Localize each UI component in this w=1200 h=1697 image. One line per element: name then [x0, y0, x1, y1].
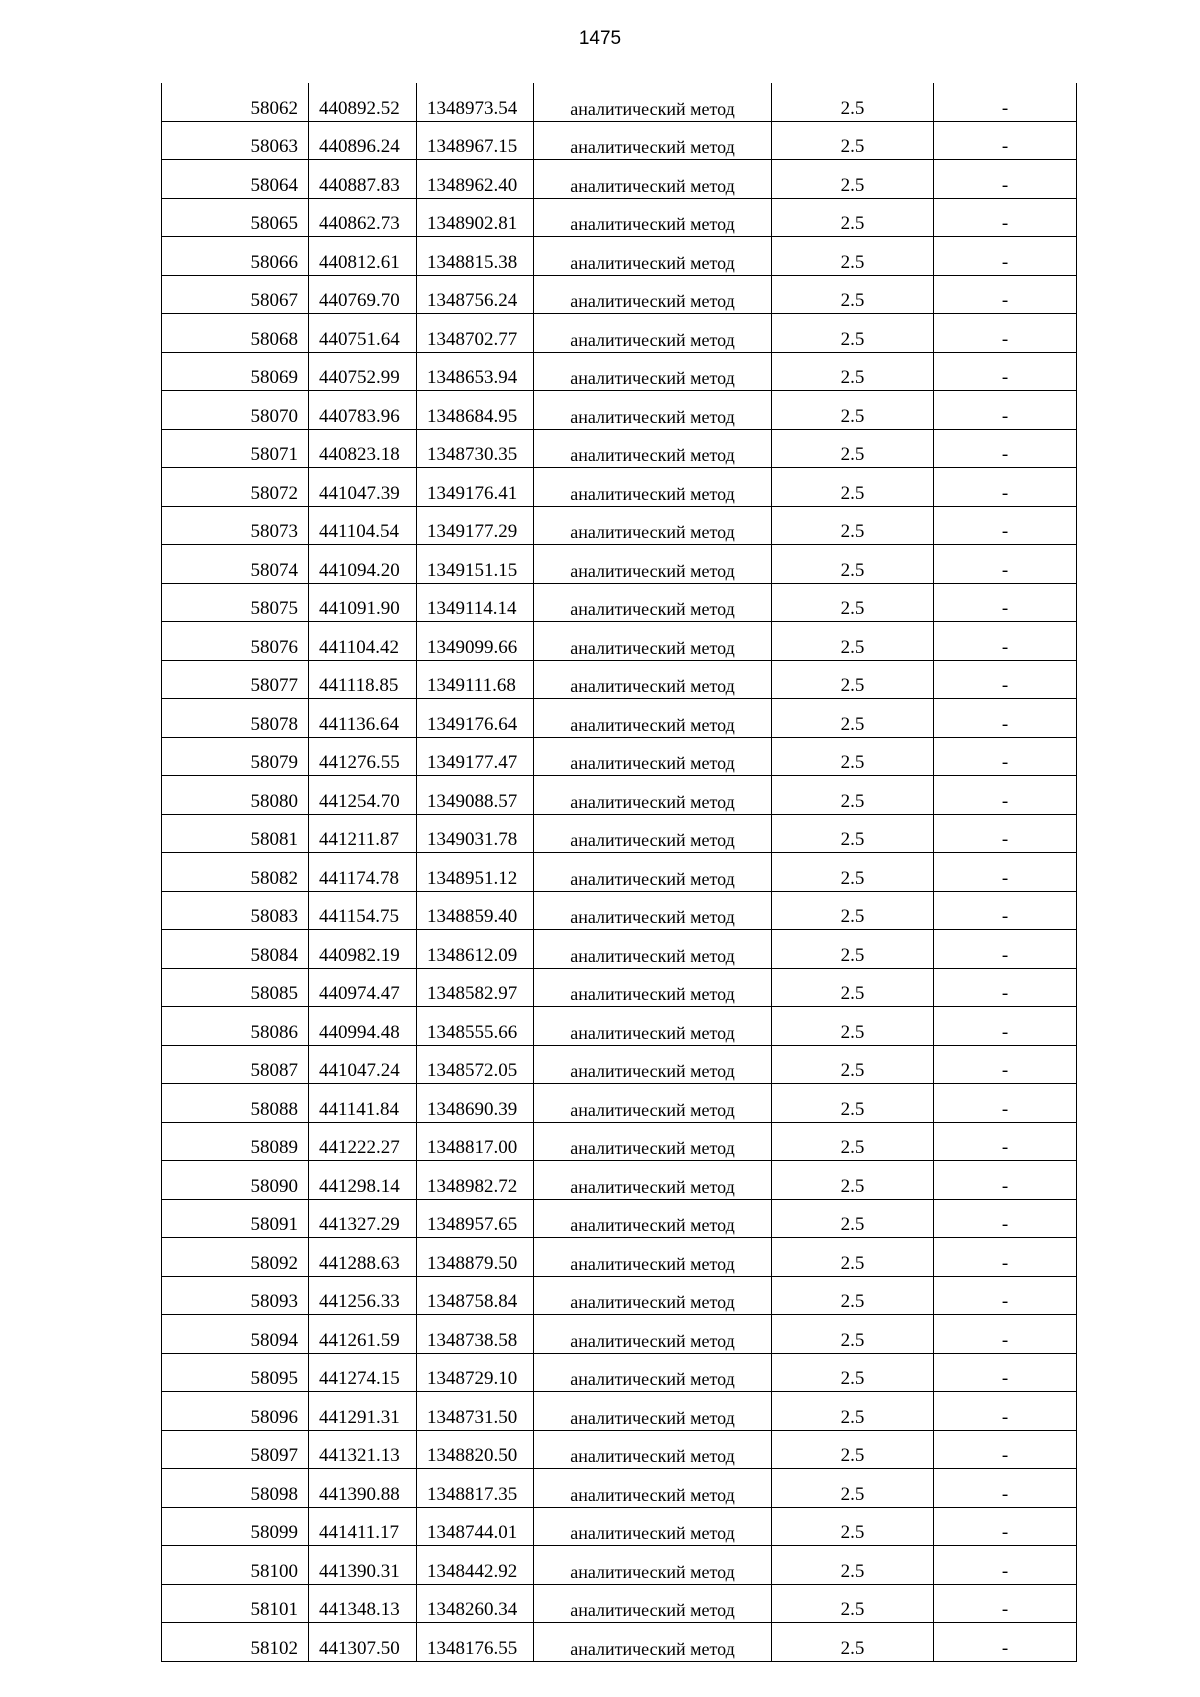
point-number-cell: 58070	[162, 391, 309, 430]
method-cell: аналитический метод	[534, 583, 772, 622]
point-number-cell: 58090	[162, 1161, 309, 1200]
note-cell: -	[934, 1584, 1077, 1623]
note-cell: -	[934, 545, 1077, 584]
accuracy-cell: 2.5	[772, 314, 934, 353]
table-row	[162, 891, 1077, 930]
method-cell: аналитический метод	[534, 814, 772, 853]
x-coordinate-cell: 441254.70	[309, 776, 417, 815]
point-number-cell: 58098	[162, 1469, 309, 1508]
table-row	[162, 314, 1077, 353]
x-coordinate-cell: 441288.63	[309, 1238, 417, 1277]
method-cell: аналитический метод	[534, 622, 772, 661]
table-row	[162, 622, 1077, 661]
x-coordinate-cell: 440887.83	[309, 160, 417, 199]
x-coordinate-cell: 440862.73	[309, 198, 417, 237]
method-cell: аналитический метод	[534, 1045, 772, 1084]
accuracy-cell: 2.5	[772, 1199, 934, 1238]
y-coordinate-cell: 1348729.10	[417, 1353, 534, 1392]
note-cell: -	[934, 1392, 1077, 1431]
y-coordinate-cell: 1348817.35	[417, 1469, 534, 1508]
y-coordinate-cell: 1348962.40	[417, 160, 534, 199]
note-cell: -	[934, 853, 1077, 892]
point-number-cell: 58066	[162, 237, 309, 276]
table-row	[162, 1161, 1077, 1200]
accuracy-cell: 2.5	[772, 1469, 934, 1508]
note-cell: -	[934, 160, 1077, 199]
point-number-cell: 58069	[162, 352, 309, 391]
y-coordinate-cell: 1348572.05	[417, 1045, 534, 1084]
method-cell: аналитический метод	[534, 737, 772, 776]
point-number-cell: 58072	[162, 468, 309, 507]
method-cell: аналитический метод	[534, 545, 772, 584]
accuracy-cell: 2.5	[772, 622, 934, 661]
x-coordinate-cell: 441348.13	[309, 1584, 417, 1623]
x-coordinate-cell: 440892.52	[309, 83, 417, 121]
point-number-cell: 58080	[162, 776, 309, 815]
method-cell: аналитический метод	[534, 275, 772, 314]
x-coordinate-cell: 440982.19	[309, 930, 417, 969]
x-coordinate-cell: 440752.99	[309, 352, 417, 391]
note-cell: -	[934, 121, 1077, 160]
x-coordinate-cell: 440769.70	[309, 275, 417, 314]
x-coordinate-cell: 441411.17	[309, 1507, 417, 1546]
x-coordinate-cell: 441291.31	[309, 1392, 417, 1431]
note-cell: -	[934, 391, 1077, 430]
point-number-cell: 58077	[162, 660, 309, 699]
note-cell: -	[934, 83, 1077, 121]
y-coordinate-cell: 1349031.78	[417, 814, 534, 853]
table-row	[162, 275, 1077, 314]
accuracy-cell: 2.5	[772, 1084, 934, 1123]
x-coordinate-cell: 441211.87	[309, 814, 417, 853]
y-coordinate-cell: 1349176.41	[417, 468, 534, 507]
method-cell: аналитический метод	[534, 930, 772, 969]
y-coordinate-cell: 1348690.39	[417, 1084, 534, 1123]
y-coordinate-cell: 1348902.81	[417, 198, 534, 237]
table-row	[162, 1546, 1077, 1585]
note-cell: -	[934, 1199, 1077, 1238]
y-coordinate-cell: 1348582.97	[417, 968, 534, 1007]
note-cell: -	[934, 891, 1077, 930]
table-row	[162, 237, 1077, 276]
point-number-cell: 58083	[162, 891, 309, 930]
point-number-cell: 58068	[162, 314, 309, 353]
point-number-cell: 58081	[162, 814, 309, 853]
accuracy-cell: 2.5	[772, 352, 934, 391]
x-coordinate-cell: 440783.96	[309, 391, 417, 430]
y-coordinate-cell: 1348967.15	[417, 121, 534, 160]
x-coordinate-cell: 440896.24	[309, 121, 417, 160]
note-cell: -	[934, 968, 1077, 1007]
point-number-cell: 58063	[162, 121, 309, 160]
table-row	[162, 660, 1077, 699]
y-coordinate-cell: 1348176.55	[417, 1623, 534, 1662]
accuracy-cell: 2.5	[772, 506, 934, 545]
y-coordinate-cell: 1348555.66	[417, 1007, 534, 1046]
table-row	[162, 1469, 1077, 1508]
table-row	[162, 352, 1077, 391]
point-number-cell: 58093	[162, 1276, 309, 1315]
table-row	[162, 83, 1077, 121]
accuracy-cell: 2.5	[772, 853, 934, 892]
method-cell: аналитический метод	[534, 1315, 772, 1354]
point-number-cell: 58102	[162, 1623, 309, 1662]
method-cell: аналитический метод	[534, 1084, 772, 1123]
y-coordinate-cell: 1348815.38	[417, 237, 534, 276]
accuracy-cell: 2.5	[772, 930, 934, 969]
x-coordinate-cell: 441047.39	[309, 468, 417, 507]
table-row	[162, 814, 1077, 853]
method-cell: аналитический метод	[534, 506, 772, 545]
table-row	[162, 1084, 1077, 1123]
note-cell: -	[934, 699, 1077, 738]
accuracy-cell: 2.5	[772, 1007, 934, 1046]
method-cell: аналитический метод	[534, 237, 772, 276]
method-cell: аналитический метод	[534, 1507, 772, 1546]
point-number-cell: 58097	[162, 1430, 309, 1469]
x-coordinate-cell: 441047.24	[309, 1045, 417, 1084]
table-row	[162, 968, 1077, 1007]
point-number-cell: 58071	[162, 429, 309, 468]
note-cell: -	[934, 1430, 1077, 1469]
accuracy-cell: 2.5	[772, 660, 934, 699]
note-cell: -	[934, 1623, 1077, 1662]
point-number-cell: 58094	[162, 1315, 309, 1354]
note-cell: -	[934, 1238, 1077, 1277]
table-row	[162, 583, 1077, 622]
point-number-cell: 58101	[162, 1584, 309, 1623]
table-row	[162, 198, 1077, 237]
note-cell: -	[934, 314, 1077, 353]
y-coordinate-cell: 1349177.29	[417, 506, 534, 545]
accuracy-cell: 2.5	[772, 1161, 934, 1200]
table-row	[162, 545, 1077, 584]
point-number-cell: 58079	[162, 737, 309, 776]
point-number-cell: 58096	[162, 1392, 309, 1431]
x-coordinate-cell: 440823.18	[309, 429, 417, 468]
accuracy-cell: 2.5	[772, 1122, 934, 1161]
accuracy-cell: 2.5	[772, 814, 934, 853]
y-coordinate-cell: 1349176.64	[417, 699, 534, 738]
table-row	[162, 468, 1077, 507]
table-row	[162, 1199, 1077, 1238]
method-cell: аналитический метод	[534, 121, 772, 160]
note-cell: -	[934, 275, 1077, 314]
accuracy-cell: 2.5	[772, 468, 934, 507]
table-row	[162, 1623, 1077, 1662]
method-cell: аналитический метод	[534, 1199, 772, 1238]
method-cell: аналитический метод	[534, 1238, 772, 1277]
accuracy-cell: 2.5	[772, 198, 934, 237]
accuracy-cell: 2.5	[772, 737, 934, 776]
note-cell: -	[934, 737, 1077, 776]
y-coordinate-cell: 1348612.09	[417, 930, 534, 969]
table-row	[162, 1045, 1077, 1084]
x-coordinate-cell: 441307.50	[309, 1623, 417, 1662]
note-cell: -	[934, 1546, 1077, 1585]
table-row	[162, 429, 1077, 468]
method-cell: аналитический метод	[534, 352, 772, 391]
y-coordinate-cell: 1348684.95	[417, 391, 534, 430]
y-coordinate-cell: 1348260.34	[417, 1584, 534, 1623]
table-row	[162, 1007, 1077, 1046]
coordinates-table	[161, 83, 1077, 1662]
method-cell: аналитический метод	[534, 468, 772, 507]
method-cell: аналитический метод	[534, 198, 772, 237]
point-number-cell: 58087	[162, 1045, 309, 1084]
method-cell: аналитический метод	[534, 160, 772, 199]
page-number: 1475	[578, 28, 622, 49]
x-coordinate-cell: 441104.42	[309, 622, 417, 661]
table-row	[162, 776, 1077, 815]
note-cell: -	[934, 776, 1077, 815]
method-cell: аналитический метод	[534, 660, 772, 699]
y-coordinate-cell: 1348442.92	[417, 1546, 534, 1585]
y-coordinate-cell: 1348859.40	[417, 891, 534, 930]
accuracy-cell: 2.5	[772, 1507, 934, 1546]
accuracy-cell: 2.5	[772, 1546, 934, 1585]
point-number-cell: 58088	[162, 1084, 309, 1123]
point-number-cell: 58065	[162, 198, 309, 237]
y-coordinate-cell: 1348817.00	[417, 1122, 534, 1161]
method-cell: аналитический метод	[534, 776, 772, 815]
x-coordinate-cell: 441327.29	[309, 1199, 417, 1238]
y-coordinate-cell: 1349099.66	[417, 622, 534, 661]
y-coordinate-cell: 1349114.14	[417, 583, 534, 622]
accuracy-cell: 2.5	[772, 1045, 934, 1084]
point-number-cell: 58076	[162, 622, 309, 661]
note-cell: -	[934, 1084, 1077, 1123]
accuracy-cell: 2.5	[772, 121, 934, 160]
point-number-cell: 58091	[162, 1199, 309, 1238]
accuracy-cell: 2.5	[772, 776, 934, 815]
y-coordinate-cell: 1348731.50	[417, 1392, 534, 1431]
point-number-cell: 58089	[162, 1122, 309, 1161]
note-cell: -	[934, 352, 1077, 391]
point-number-cell: 58095	[162, 1353, 309, 1392]
x-coordinate-cell: 441154.75	[309, 891, 417, 930]
x-coordinate-cell: 441256.33	[309, 1276, 417, 1315]
note-cell: -	[934, 1507, 1077, 1546]
point-number-cell: 58067	[162, 275, 309, 314]
x-coordinate-cell: 441091.90	[309, 583, 417, 622]
note-cell: -	[934, 1161, 1077, 1200]
x-coordinate-cell: 440751.64	[309, 314, 417, 353]
table-row	[162, 1238, 1077, 1277]
note-cell: -	[934, 930, 1077, 969]
note-cell: -	[934, 1469, 1077, 1508]
method-cell: аналитический метод	[534, 891, 772, 930]
method-cell: аналитический метод	[534, 1276, 772, 1315]
table-row	[162, 1122, 1077, 1161]
x-coordinate-cell: 441118.85	[309, 660, 417, 699]
x-coordinate-cell: 441261.59	[309, 1315, 417, 1354]
method-cell: аналитический метод	[534, 1430, 772, 1469]
x-coordinate-cell: 441321.13	[309, 1430, 417, 1469]
y-coordinate-cell: 1349088.57	[417, 776, 534, 815]
accuracy-cell: 2.5	[772, 1584, 934, 1623]
method-cell: аналитический метод	[534, 429, 772, 468]
x-coordinate-cell: 441222.27	[309, 1122, 417, 1161]
x-coordinate-cell: 440994.48	[309, 1007, 417, 1046]
method-cell: аналитический метод	[534, 1623, 772, 1662]
method-cell: аналитический метод	[534, 1546, 772, 1585]
table-row	[162, 853, 1077, 892]
point-number-cell: 58074	[162, 545, 309, 584]
table-row	[162, 506, 1077, 545]
point-number-cell: 58085	[162, 968, 309, 1007]
y-coordinate-cell: 1348758.84	[417, 1276, 534, 1315]
table-row	[162, 737, 1077, 776]
note-cell: -	[934, 1045, 1077, 1084]
table-row	[162, 1584, 1077, 1623]
method-cell: аналитический метод	[534, 853, 772, 892]
x-coordinate-cell: 441274.15	[309, 1353, 417, 1392]
point-number-cell: 58075	[162, 583, 309, 622]
point-number-cell: 58062	[162, 83, 309, 121]
method-cell: аналитический метод	[534, 314, 772, 353]
note-cell: -	[934, 1007, 1077, 1046]
accuracy-cell: 2.5	[772, 1392, 934, 1431]
accuracy-cell: 2.5	[772, 429, 934, 468]
y-coordinate-cell: 1348973.54	[417, 83, 534, 121]
note-cell: -	[934, 506, 1077, 545]
accuracy-cell: 2.5	[772, 1276, 934, 1315]
point-number-cell: 58092	[162, 1238, 309, 1277]
accuracy-cell: 2.5	[772, 1315, 934, 1354]
method-cell: аналитический метод	[534, 1584, 772, 1623]
method-cell: аналитический метод	[534, 1353, 772, 1392]
accuracy-cell: 2.5	[772, 83, 934, 121]
note-cell: -	[934, 660, 1077, 699]
y-coordinate-cell: 1348702.77	[417, 314, 534, 353]
accuracy-cell: 2.5	[772, 1353, 934, 1392]
point-number-cell: 58064	[162, 160, 309, 199]
accuracy-cell: 2.5	[772, 583, 934, 622]
y-coordinate-cell: 1348982.72	[417, 1161, 534, 1200]
note-cell: -	[934, 1315, 1077, 1354]
y-coordinate-cell: 1348756.24	[417, 275, 534, 314]
table-row	[162, 1507, 1077, 1546]
table-row	[162, 1353, 1077, 1392]
accuracy-cell: 2.5	[772, 1623, 934, 1662]
table-row	[162, 699, 1077, 738]
accuracy-cell: 2.5	[772, 891, 934, 930]
point-number-cell: 58078	[162, 699, 309, 738]
x-coordinate-cell: 441094.20	[309, 545, 417, 584]
x-coordinate-cell: 441104.54	[309, 506, 417, 545]
point-number-cell: 58100	[162, 1546, 309, 1585]
y-coordinate-cell: 1348738.58	[417, 1315, 534, 1354]
table-row	[162, 1315, 1077, 1354]
accuracy-cell: 2.5	[772, 275, 934, 314]
accuracy-cell: 2.5	[772, 237, 934, 276]
note-cell: -	[934, 198, 1077, 237]
method-cell: аналитический метод	[534, 1469, 772, 1508]
y-coordinate-cell: 1348879.50	[417, 1238, 534, 1277]
x-coordinate-cell: 441390.31	[309, 1546, 417, 1585]
table-row	[162, 121, 1077, 160]
note-cell: -	[934, 429, 1077, 468]
table-row	[162, 930, 1077, 969]
x-coordinate-cell: 441136.64	[309, 699, 417, 738]
accuracy-cell: 2.5	[772, 391, 934, 430]
method-cell: аналитический метод	[534, 83, 772, 121]
table-row	[162, 1392, 1077, 1431]
point-number-cell: 58084	[162, 930, 309, 969]
y-coordinate-cell: 1349111.68	[417, 660, 534, 699]
y-coordinate-cell: 1348820.50	[417, 1430, 534, 1469]
table-row	[162, 160, 1077, 199]
x-coordinate-cell: 441174.78	[309, 853, 417, 892]
point-number-cell: 58082	[162, 853, 309, 892]
method-cell: аналитический метод	[534, 1161, 772, 1200]
x-coordinate-cell: 441298.14	[309, 1161, 417, 1200]
table-row	[162, 391, 1077, 430]
y-coordinate-cell: 1348951.12	[417, 853, 534, 892]
coordinates-table-body	[162, 83, 1077, 1661]
note-cell: -	[934, 1353, 1077, 1392]
accuracy-cell: 2.5	[772, 699, 934, 738]
note-cell: -	[934, 237, 1077, 276]
note-cell: -	[934, 622, 1077, 661]
point-number-cell: 58099	[162, 1507, 309, 1546]
y-coordinate-cell: 1348730.35	[417, 429, 534, 468]
x-coordinate-cell: 441390.88	[309, 1469, 417, 1508]
accuracy-cell: 2.5	[772, 1430, 934, 1469]
x-coordinate-cell: 441141.84	[309, 1084, 417, 1123]
y-coordinate-cell: 1348957.65	[417, 1199, 534, 1238]
method-cell: аналитический метод	[534, 1392, 772, 1431]
method-cell: аналитический метод	[534, 968, 772, 1007]
x-coordinate-cell: 441276.55	[309, 737, 417, 776]
x-coordinate-cell: 440812.61	[309, 237, 417, 276]
y-coordinate-cell: 1349177.47	[417, 737, 534, 776]
method-cell: аналитический метод	[534, 1122, 772, 1161]
accuracy-cell: 2.5	[772, 968, 934, 1007]
note-cell: -	[934, 814, 1077, 853]
point-number-cell: 58086	[162, 1007, 309, 1046]
method-cell: аналитический метод	[534, 699, 772, 738]
y-coordinate-cell: 1348653.94	[417, 352, 534, 391]
y-coordinate-cell: 1349151.15	[417, 545, 534, 584]
note-cell: -	[934, 1276, 1077, 1315]
method-cell: аналитический метод	[534, 391, 772, 430]
note-cell: -	[934, 583, 1077, 622]
note-cell: -	[934, 1122, 1077, 1161]
y-coordinate-cell: 1348744.01	[417, 1507, 534, 1546]
accuracy-cell: 2.5	[772, 545, 934, 584]
accuracy-cell: 2.5	[772, 1238, 934, 1277]
table-row	[162, 1430, 1077, 1469]
note-cell: -	[934, 468, 1077, 507]
accuracy-cell: 2.5	[772, 160, 934, 199]
point-number-cell: 58073	[162, 506, 309, 545]
table-row	[162, 1276, 1077, 1315]
x-coordinate-cell: 440974.47	[309, 968, 417, 1007]
method-cell: аналитический метод	[534, 1007, 772, 1046]
